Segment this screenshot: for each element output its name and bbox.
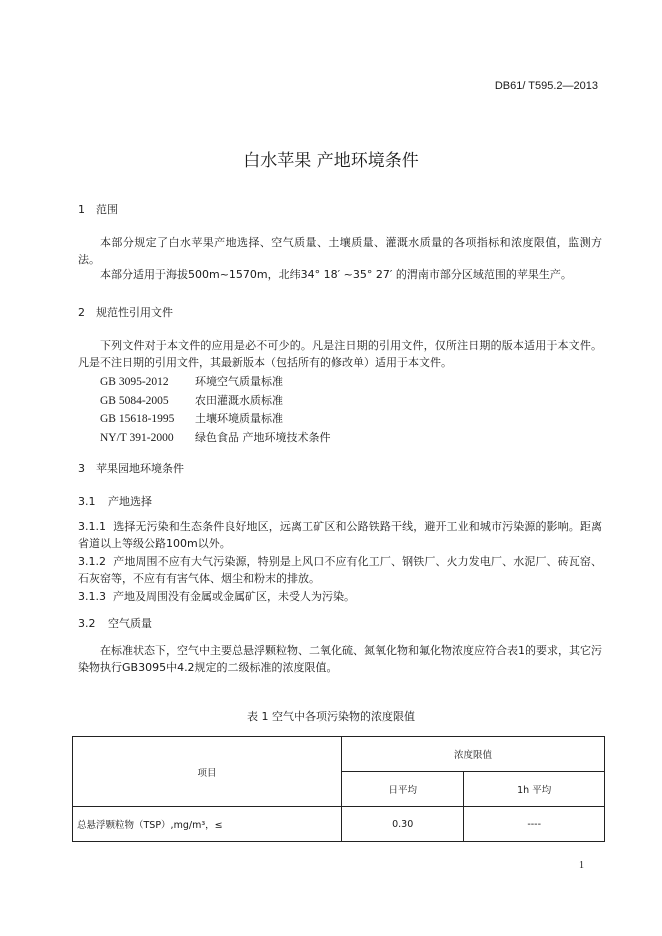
table-row (73, 807, 605, 842)
reference-item (100, 392, 331, 411)
reference-name: 农田灌溉水质标准 (195, 393, 283, 407)
cell-hourly: ---- (464, 807, 605, 842)
cell-daily: 0.30 (342, 807, 464, 842)
section-title: 空气质量 (108, 617, 152, 630)
clause-3-1-2 (78, 553, 602, 587)
clause-text: 产地周围不应有大气污染源，特别是上风口不应有化工厂、钢铁厂、火力发电厂、水泥厂、砖瓦窑、石灰窑等，不应有有害气体、烟尘和粉末的排放。 (78, 555, 602, 585)
normative-references-list (100, 373, 331, 447)
section-1-heading (78, 201, 118, 218)
header-limit: 浓度限值 (342, 737, 605, 772)
clause-text: 选择无污染和生态条件良好地区，远离工矿区和公路铁路干线，避开工业和城市污染源的影响。距离省道以上等级公路100m以外。 (78, 520, 602, 550)
section-title: 苹果园地环境条件 (96, 462, 184, 475)
section-title: 产地选择 (108, 495, 152, 508)
reference-code: GB 5084-2005 (100, 394, 169, 407)
reference-name: 环境空气质量标准 (195, 375, 283, 388)
header-hourly: 1h 平均 (464, 772, 605, 807)
section-title: 范围 (96, 203, 118, 216)
reference-code: GB 15618-1995 (100, 413, 175, 425)
section-3-2-heading (78, 615, 152, 632)
reference-item (100, 429, 331, 448)
clause-number: 3.1.1 (78, 520, 106, 533)
section-3-heading (78, 460, 184, 477)
section-title: 规范性引用文件 (96, 306, 173, 319)
header-daily: 日平均 (342, 772, 464, 807)
document-title: 白水苹果 产地环境条件 (243, 151, 419, 171)
section-1-paragraph-2: 本部分适用于海拔500m~1570m，北纬34° 18′ ~35° 27′ 的渭南市部分区域范围的苹果生产。 (100, 268, 572, 281)
pollutant-limits-table (72, 736, 605, 842)
section-2-heading (78, 304, 173, 321)
reference-item (100, 373, 331, 392)
section-number: 3 (78, 462, 85, 475)
cell-item: 总悬浮颗粒物（TSP）,mg/m³，≤ (73, 807, 342, 842)
clause-3-1-1 (78, 518, 602, 552)
section-3-1-heading (78, 493, 152, 510)
section-1-paragraph-1: 本部分规定了白水苹果产地选择、空气质量、土壤质量、灌溉水质量的各项指标和浓度限值，监测方法。 (78, 236, 602, 266)
header-item: 项目 (73, 737, 342, 807)
section-number: 2 (78, 306, 85, 319)
clause-text: 产地及周围没有金属或金属矿区，未受人为污染。 (113, 590, 355, 603)
section-number: 1 (78, 203, 85, 216)
reference-name: 土壤环境质量标准 (195, 412, 283, 425)
page-number: 1 (579, 860, 584, 871)
clause-3-1-3 (78, 588, 602, 605)
table-caption: 表 1 空气中各项污染物的浓度限值 (247, 710, 415, 723)
section-2-paragraph-1: 下列文件对于本文件的应用是必不可少的。凡是注日期的引用文件，仅所注日期的版本适用于本文件。凡是不注日期的引用文件，其最新版本（包括所有的修改单）适用于本文件。 (78, 339, 602, 369)
section-3-2-paragraph: 在标准状态下，空气中主要总悬浮颗粒物、二氧化硫、氮氧化物和氟化物浓度应符合表1的要求，其它污染物执行GB3095中4.2规定的二级标准的浓度限值。 (78, 644, 602, 674)
reference-item (100, 410, 331, 429)
reference-code: NY/T 391-2000 (100, 431, 174, 444)
reference-code: GB 3095-2012 (100, 376, 169, 388)
section-number: 3.1 (78, 495, 96, 508)
reference-name: 绿色食品 产地环境技术条件 (195, 430, 331, 444)
section-number: 3.2 (78, 617, 96, 630)
clause-number: 3.1.2 (78, 555, 106, 568)
document-code: DB61/ T595.2—2013 (494, 80, 598, 92)
clause-number: 3.1.3 (78, 590, 106, 603)
